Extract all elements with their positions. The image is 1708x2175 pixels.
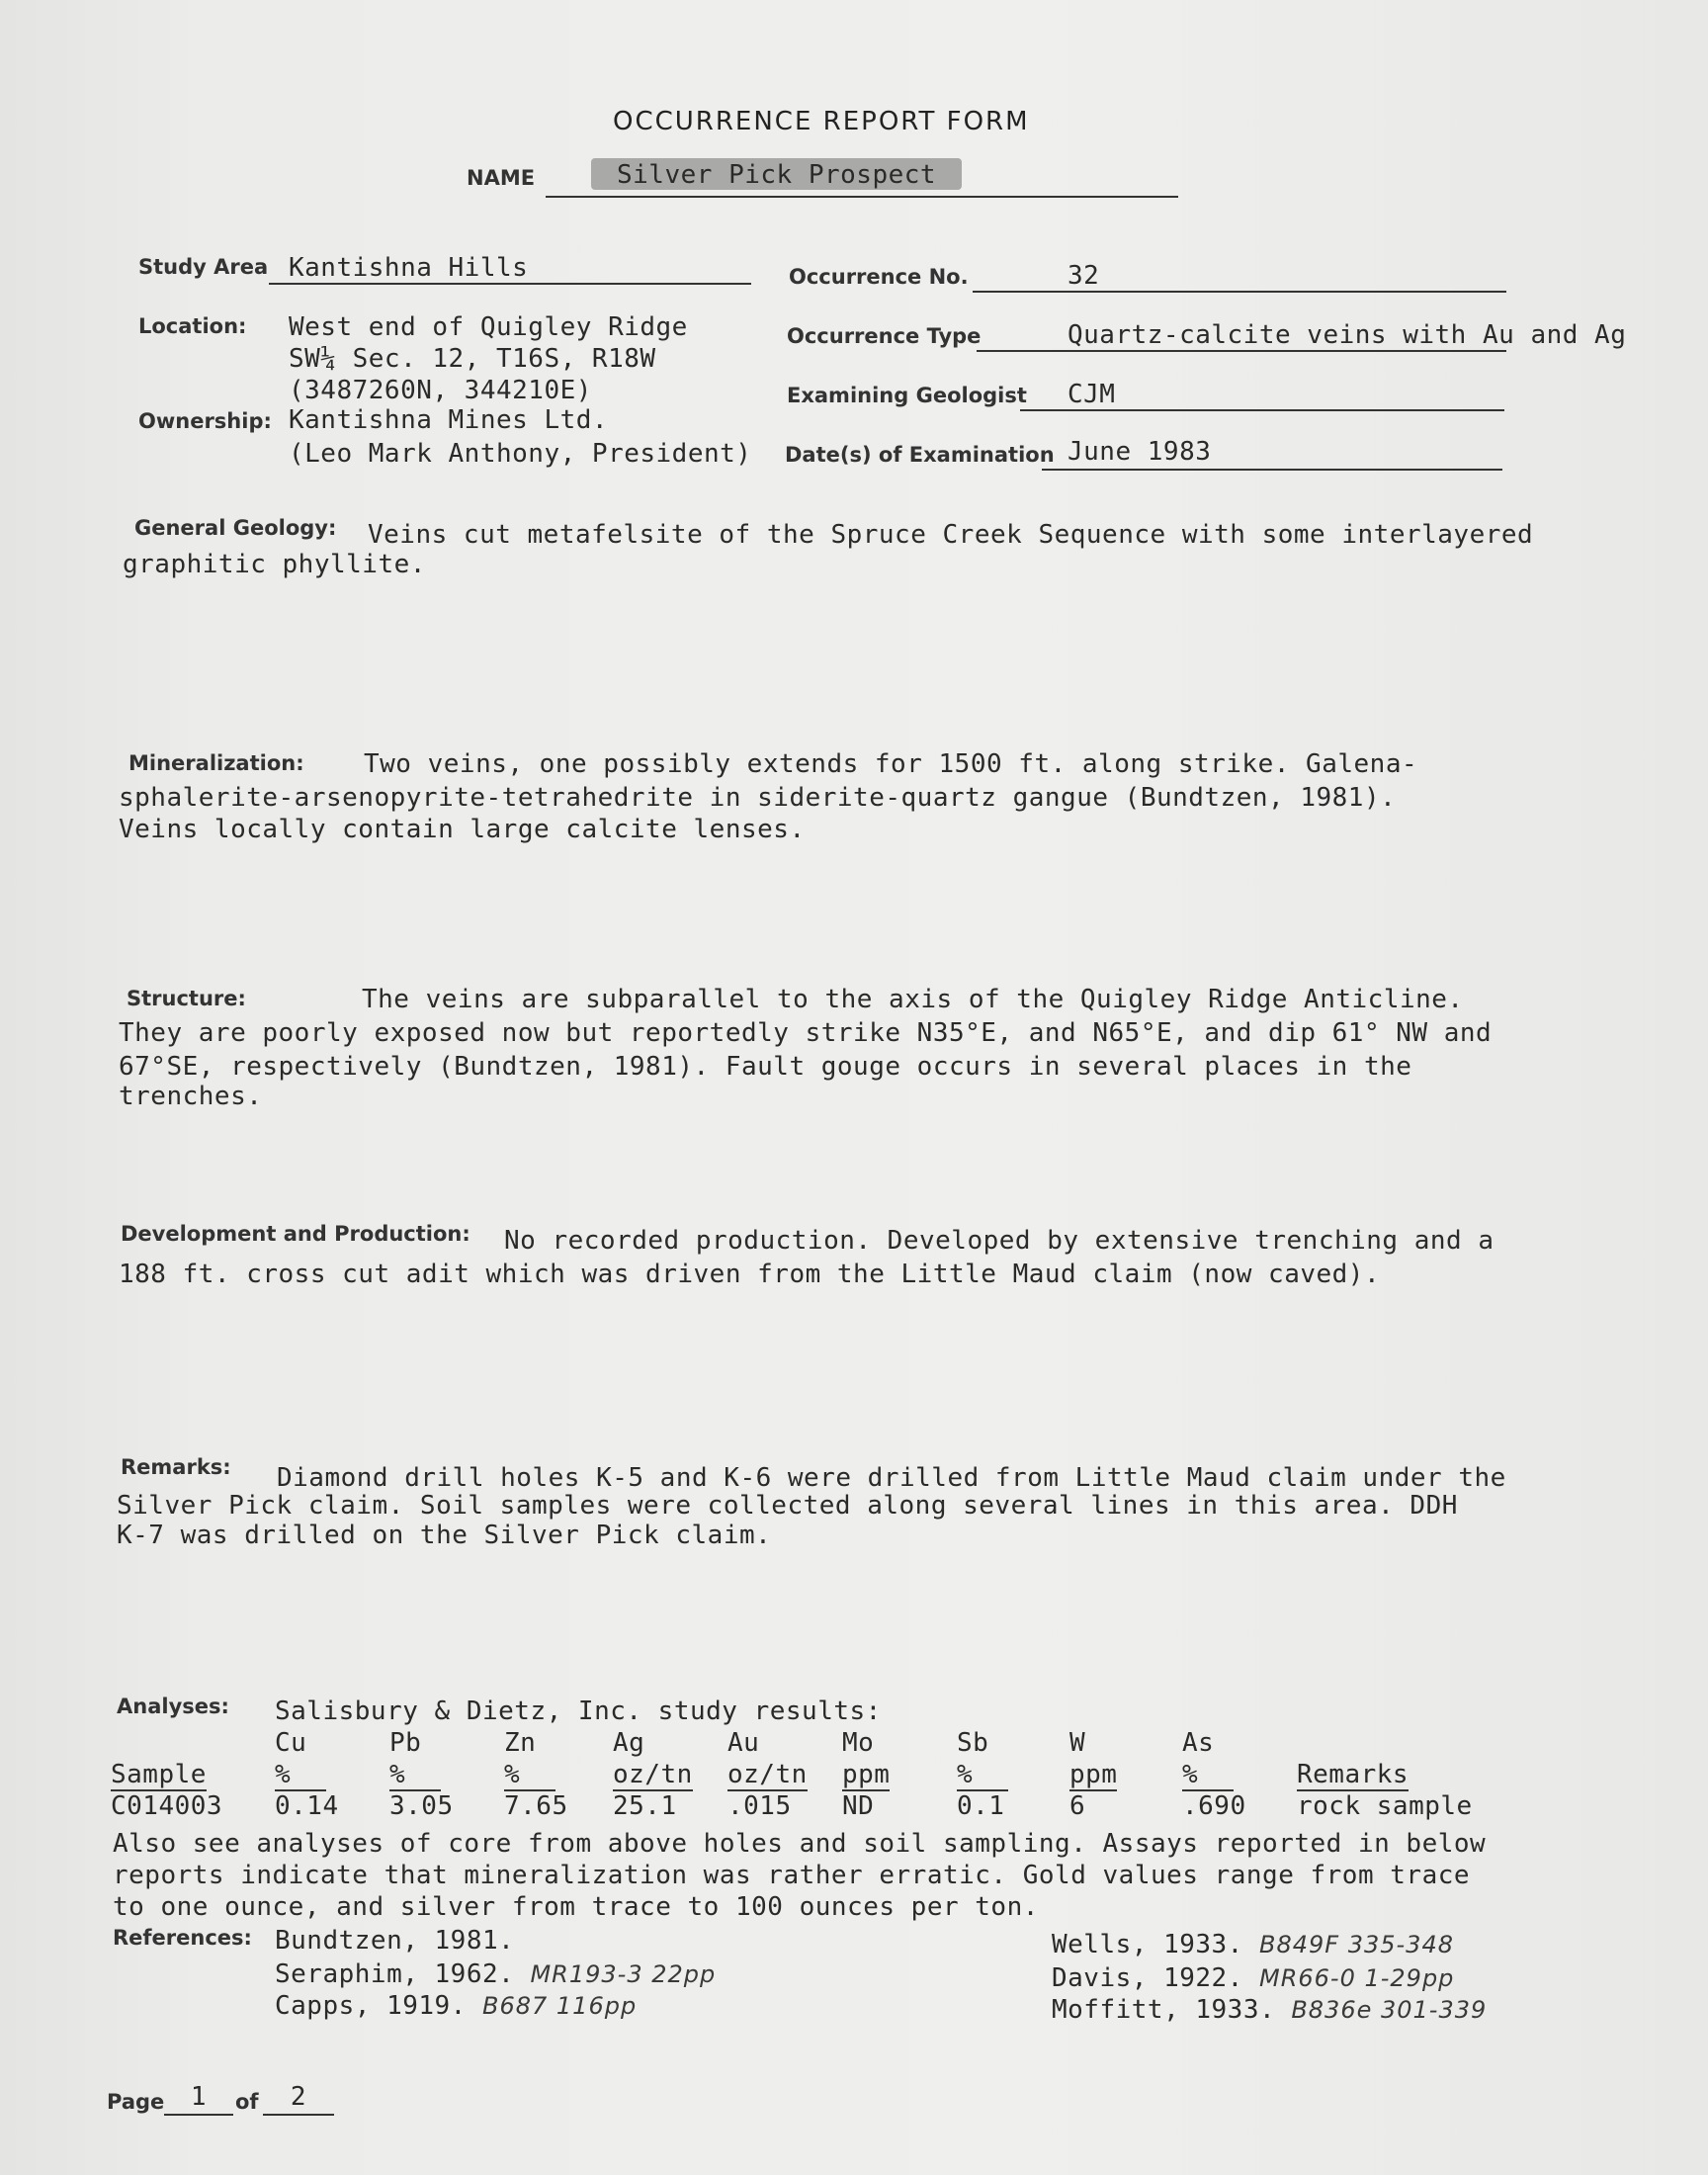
references-label: References: xyxy=(113,1926,252,1950)
column-header: % xyxy=(389,1760,441,1791)
column-value: 3.05 xyxy=(389,1791,454,1821)
development-line-1: No recorded production. Developed by extensive trenching and a xyxy=(504,1226,1494,1256)
reference-handwritten-note: B687 116pp xyxy=(482,1992,638,2020)
analyses-column-mo xyxy=(842,1728,890,1821)
structure-line-1: The veins are subparallel to the axis of the Quigley Ridge Anticline. xyxy=(362,985,1464,1014)
of-label: of xyxy=(235,2090,259,2114)
column-top xyxy=(1297,1744,1473,1760)
analyses-note-1: Also see analyses of core from above holes and soil sampling. Assays reported in below xyxy=(113,1829,1487,1859)
structure-label: Structure: xyxy=(127,987,246,1010)
name-label: NAME xyxy=(467,166,536,190)
location-line-1: West end of Quigley Ridge xyxy=(289,312,688,342)
ownership-label: Ownership: xyxy=(138,409,272,433)
occurrence-no-value: 32 xyxy=(1068,261,1100,291)
structure-line-2: They are poorly exposed now but reportedly strike N35°E, and N65°E, and dip 61° NW and xyxy=(119,1018,1493,1048)
reference-text: Bundtzen, 1981. xyxy=(275,1926,515,1956)
occurrence-type-label: Occurrence Type xyxy=(787,324,982,348)
analyses-note-3: to one ounce, and silver from trace to 100 ounces per ton. xyxy=(113,1892,1039,1922)
mineralization-line-1: Two veins, one possibly extends for 1500 ft. along strike. Galena- xyxy=(364,749,1418,779)
ownership-line-2: (Leo Mark Anthony, President) xyxy=(289,439,752,469)
study-area-label: Study Area xyxy=(138,255,269,279)
column-value: rock sample xyxy=(1297,1791,1473,1821)
column-value: ND xyxy=(842,1791,875,1821)
column-header: ppm xyxy=(842,1760,891,1789)
reference-right-1 xyxy=(1052,1930,1454,1959)
analyses-column-as xyxy=(1182,1728,1246,1821)
column-top: As xyxy=(1182,1728,1215,1758)
remarks-line-3: K-7 was drilled on the Silver Pick claim. xyxy=(117,1521,772,1550)
development-line-2: 188 ft. cross cut adit which was driven from the Little Maud claim (now caved). xyxy=(119,1260,1381,1289)
structure-line-4: trenches. xyxy=(119,1082,263,1111)
reference-handwritten-note: MR193-3 22pp xyxy=(530,1960,717,1988)
analyses-column-zn xyxy=(504,1728,568,1821)
study-area-value: Kantishna Hills xyxy=(289,253,529,283)
ownership-line-1: Kantishna Mines Ltd. xyxy=(289,405,609,435)
column-header: ppm xyxy=(1069,1760,1118,1789)
column-top: Cu xyxy=(275,1728,307,1758)
reference-handwritten-note: B849F 335-348 xyxy=(1259,1931,1454,1958)
analyses-note-2: reports indicate that mineralization was rather erratic. Gold values range from trace xyxy=(113,1861,1471,1890)
analyses-label: Analyses: xyxy=(117,1695,229,1718)
column-value: 7.65 xyxy=(504,1791,568,1821)
column-header: % xyxy=(275,1760,326,1791)
reference-handwritten-note: MR66-0 1-29pp xyxy=(1259,1964,1455,1992)
analyses-heading: Salisbury & Dietz, Inc. study results: xyxy=(275,1696,882,1726)
location-line-3: (3487260N, 344210E) xyxy=(289,376,592,405)
analyses-column-au xyxy=(727,1728,808,1821)
mineralization-line-2: sphalerite-arsenopyrite-tetrahedrite in siderite-quartz gangue (Bundtzen, 1981). xyxy=(119,783,1397,813)
mineralization-line-3: Veins locally contain large calcite lenses. xyxy=(119,815,806,844)
column-top: Au xyxy=(727,1728,760,1758)
column-top: Mo xyxy=(842,1728,875,1758)
analyses-column-ag xyxy=(613,1728,693,1821)
page-total: 2 xyxy=(263,2082,334,2116)
reference-text: Davis, 1922. xyxy=(1052,1963,1243,1993)
remarks-line-1: Diamond drill holes K-5 and K-6 were drilled from Little Maud claim under the xyxy=(277,1463,1506,1493)
column-top: Sb xyxy=(957,1728,989,1758)
general-geology-line-2: graphitic phyllite. xyxy=(123,550,426,579)
column-value: 0.14 xyxy=(275,1791,339,1821)
column-header: oz/tn xyxy=(727,1760,808,1789)
reference-text: Seraphim, 1962. xyxy=(275,1959,515,1989)
reference-text: Capps, 1919. xyxy=(275,1991,467,2021)
analyses-column-sample xyxy=(111,1728,222,1821)
column-header: % xyxy=(1182,1760,1234,1791)
form-title: OCCURRENCE REPORT FORM xyxy=(613,107,1030,136)
column-value: 25.1 xyxy=(613,1791,677,1821)
reference-right-3 xyxy=(1052,1995,1487,2025)
column-top: Pb xyxy=(389,1728,422,1758)
examining-geologist-label: Examining Geologist xyxy=(787,384,1027,407)
column-header: % xyxy=(504,1760,555,1791)
occurrence-no-line xyxy=(973,259,1506,293)
column-value: .690 xyxy=(1182,1791,1246,1821)
location-label: Location: xyxy=(138,314,247,338)
location-line-2: SW¼ Sec. 12, T16S, R18W xyxy=(289,344,656,374)
page-number: 1 xyxy=(164,2082,233,2116)
analyses-column-pb xyxy=(389,1728,454,1821)
column-header: % xyxy=(957,1760,1008,1791)
analyses-column-w xyxy=(1069,1728,1117,1821)
date-label: Date(s) of Examination xyxy=(785,443,1055,467)
general-geology-line-1: Veins cut metafelsite of the Spruce Creek Sequence with some interlayered xyxy=(368,520,1534,550)
column-top: Ag xyxy=(613,1728,645,1758)
occurrence-type-value: Quartz-calcite veins with Au and Ag xyxy=(1068,320,1627,350)
column-header: oz/tn xyxy=(613,1760,693,1789)
name-value: Silver Pick Prospect xyxy=(591,158,962,190)
column-value: 6 xyxy=(1069,1791,1086,1821)
general-geology-label: General Geology: xyxy=(134,516,337,540)
mineralization-label: Mineralization: xyxy=(128,751,304,775)
reference-text: Moffitt, 1933. xyxy=(1052,1995,1276,2025)
column-top: Zn xyxy=(504,1728,537,1758)
reference-left-3 xyxy=(275,1991,637,2021)
name-field xyxy=(591,160,962,190)
analyses-column-cu xyxy=(275,1728,339,1821)
reference-text: Wells, 1933. xyxy=(1052,1930,1243,1959)
column-value: .015 xyxy=(727,1791,792,1821)
reference-handwritten-note: B836e 301-339 xyxy=(1291,1996,1488,2024)
structure-line-3: 67°SE, respectively (Bundtzen, 1981). Fault gouge occurs in several places in the xyxy=(119,1052,1412,1082)
column-header: Sample xyxy=(111,1760,207,1789)
column-value: 0.1 xyxy=(957,1791,1005,1821)
column-header: Remarks xyxy=(1297,1760,1409,1789)
analyses-column-remarks xyxy=(1297,1744,1473,1821)
column-top xyxy=(111,1728,222,1760)
occurrence-no-label: Occurrence No. xyxy=(789,265,969,289)
reference-right-2 xyxy=(1052,1963,1454,1993)
column-top: W xyxy=(1069,1728,1086,1758)
reference-left-2 xyxy=(275,1959,716,1989)
reference-left-1 xyxy=(275,1926,514,1956)
analyses-column-sb xyxy=(957,1728,1008,1821)
page-label: Page xyxy=(107,2090,165,2114)
remarks-label: Remarks: xyxy=(121,1455,231,1479)
column-value: C014003 xyxy=(111,1791,223,1821)
development-label: Development and Production: xyxy=(121,1222,470,1246)
remarks-line-2: Silver Pick claim. Soil samples were collected along several lines in this area. DDH xyxy=(117,1491,1458,1521)
examining-geologist-value: CJM xyxy=(1068,380,1116,409)
date-value: June 1983 xyxy=(1068,437,1212,467)
